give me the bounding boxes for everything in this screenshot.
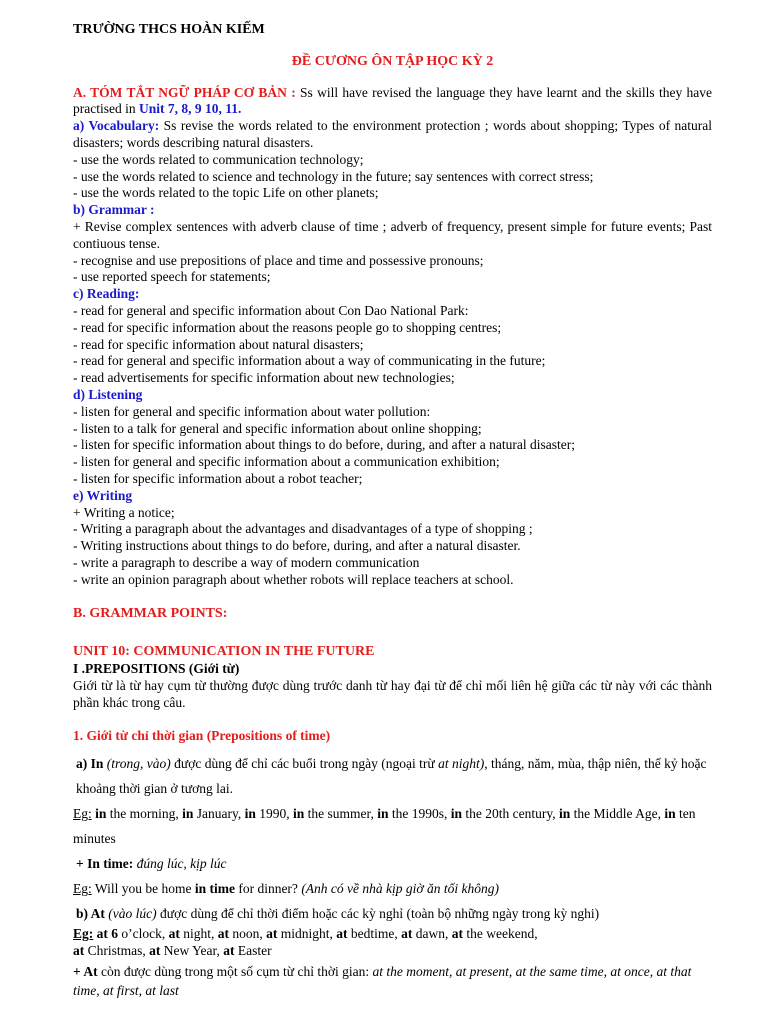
vocabulary-label: a) Vocabulary: (73, 118, 160, 134)
in-rule: a) In (trong, vào) được dùng để chỉ các buổi trong ngày (ngoại trừ at night), tháng, năm, mùa, thập niên, thế kỷ hoặc khoảng thời gian ở tương lai. (76, 756, 707, 797)
at-examples: Eg: at 6 o’clock, at night, at noon, at midnight, at bedtime, at dawn, at the weekend, at Christmas, at New Year, at Easter (73, 926, 538, 959)
list-item: - read for general and specific information about Con Dao National Park: (73, 302, 469, 318)
at-phrases: + At còn được dùng trong một số cụm từ chỉ thời gian: at the moment, at present, at the same time, at once, at that time, at first, at last (73, 963, 692, 998)
writing-label: e) Writing (73, 487, 133, 503)
list-item: - use the words related to communication technology; (73, 151, 364, 167)
list-item: - listen for general and specific information about water pollution: (73, 403, 431, 419)
list-item: - use reported speech for statements; (73, 269, 271, 285)
school-name: TRƯỜNG THCS HOÀN KIẾM (73, 22, 265, 37)
in-examples: Eg: in the morning, in January, in 1990, in the summer, in the 1990s, in the 20th century, in the Middle Age, in ten minutes (73, 806, 696, 847)
list-item: - read for general and specific information about a way of communicating in the future; (73, 353, 546, 369)
list-item: - listen for general and specific information about a communication exhibition; (73, 454, 500, 470)
section-a-heading: A. TÓM TẮT NGỮ PHÁP CƠ BẢN : (73, 84, 296, 100)
section-b-heading: B. GRAMMAR POINTS: (73, 605, 228, 621)
list-item: + Writing a notice; (73, 504, 175, 520)
list-item: - use the words related to science and technology in the future; say sentences with correct stress; (73, 168, 594, 184)
list-item: - listen for specific information about things to do before, during, and after a natural disaster; (73, 437, 575, 453)
in-time-example: Eg: Will you be home in time for dinner? (Anh có về nhà kịp giờ ăn tối không) (73, 881, 499, 897)
grammar-label: b) Grammar : (73, 202, 155, 218)
reading-label: c) Reading: (73, 286, 140, 302)
list-item: - read for specific information about the reasons people go to shopping centres; (73, 319, 502, 335)
section-a-intro: A. TÓM TẮT NGỮ PHÁP CƠ BẢN : Ss will have revised the language they have learnt and the skills they have practised in Unit 7, 8, 9 10, 11. (73, 84, 712, 117)
in-time-rule: + In time: đúng lúc, kịp lúc (76, 856, 227, 872)
list-item: - listen for specific information about a robot teacher; (73, 470, 363, 486)
time-prepositions-heading: 1. Giới từ chỉ thời gian (Prepositions of time) (73, 728, 331, 744)
list-item: + Revise complex sentences with adverb clause of time ; adverb of frequency, present simple for future events; Past contiuous tense. (73, 218, 712, 251)
document-title: ĐỀ CƯƠNG ÔN TẬP HỌC KỲ 2 (291, 53, 494, 69)
listening-label: d) Listening (73, 386, 143, 402)
list-item: - Writing a paragraph about the advantages and disadvantages of a type of shopping ; (73, 521, 533, 537)
unit-list: Unit 7, 8, 9 10, 11. (138, 101, 242, 117)
list-item: - read for specific information about natural disasters; (73, 336, 364, 352)
list-item: - write an opinion paragraph about whether robots will replace teachers at school. (73, 571, 514, 587)
prepositions-definition: Giới từ là từ hay cụm từ thường được dùng trước danh từ hay đại từ để chỉ mối liên hệ giữa các từ này với các thành phần khác trong câu. (73, 677, 712, 710)
list-item: - use the words related to the topic Life on other planets; (73, 185, 379, 201)
list-item: - Writing instructions about things to do before, during, and after a natural disaster. (73, 538, 521, 554)
list-item: - listen to a talk for general and specific information about online shopping; (73, 420, 482, 436)
at-rule: b) At (vào lúc) được dùng để chỉ thời điểm hoặc các kỳ nghỉ (toàn bộ những ngày trong kỳ nghi) (76, 906, 600, 922)
list-item: - recognise and use prepositions of place and time and possessive pronouns; (73, 252, 484, 268)
unit-10-heading: UNIT 10: COMMUNICATION IN THE FUTURE (73, 644, 375, 660)
list-item: - read advertisements for specific information about new technologies; (73, 370, 455, 386)
prepositions-title: I .PREPOSITIONS (Giới từ) (73, 661, 240, 677)
list-item: - write a paragraph to describe a way of modern communication (73, 554, 420, 570)
vocabulary-paragraph: a) Vocabulary: Ss revise the words related to the environment protection ; words about shopping; Types of natural disasters; words describing natural disasters. (73, 118, 712, 150)
